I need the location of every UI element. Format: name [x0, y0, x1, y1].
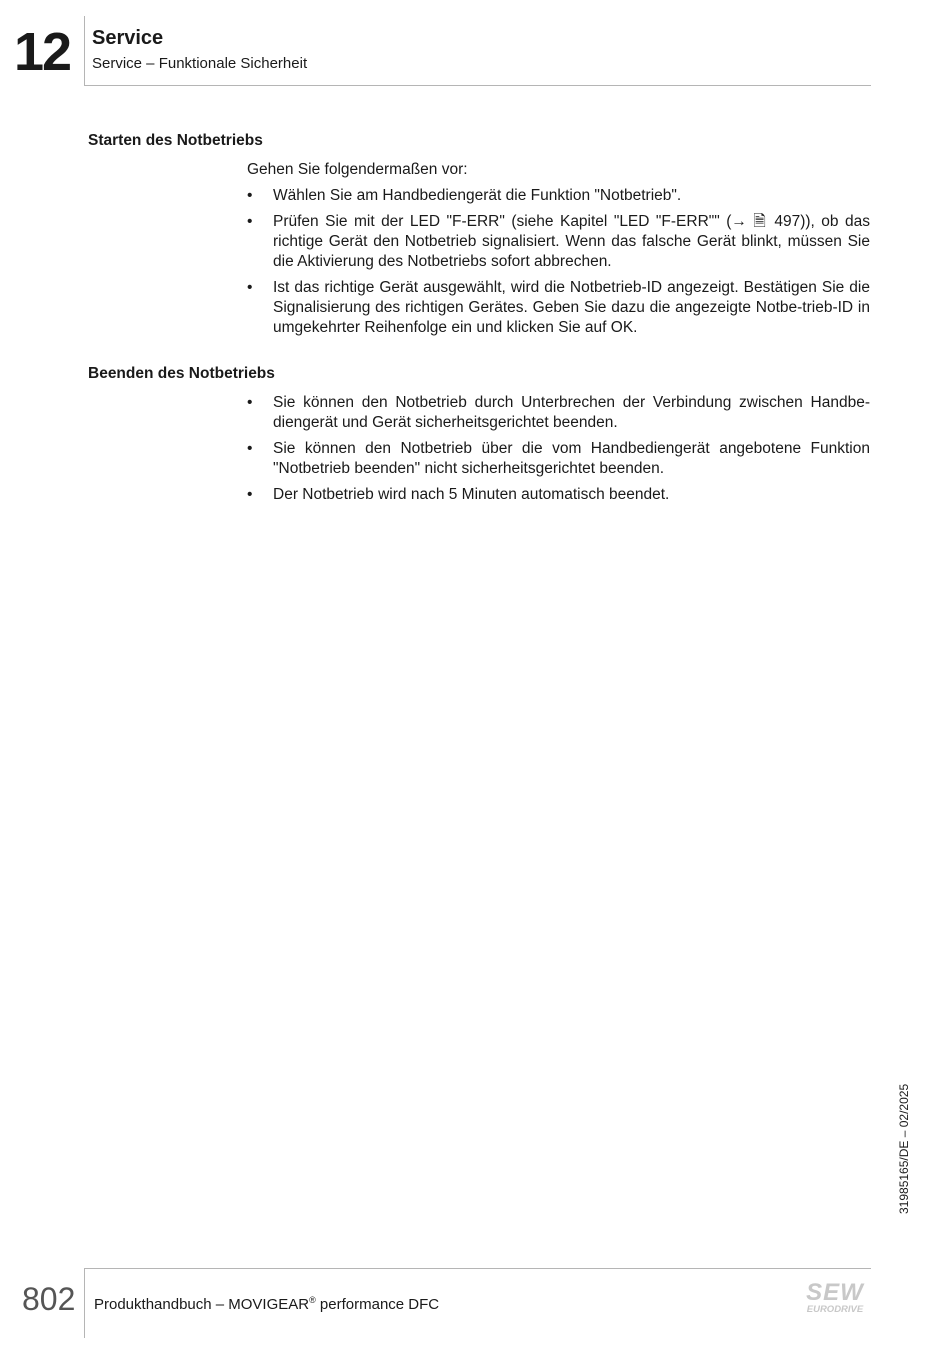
list-item — [247, 485, 870, 505]
list-item — [247, 439, 870, 479]
bullet-marker: • — [247, 213, 253, 230]
document-id-side-text: 31985165/DE – 02/2025 — [897, 1083, 911, 1214]
section-heading-end: Beenden des Notbetriebs — [88, 365, 275, 382]
list-item-text: Prüfen Sie mit der LED "F-ERR" (siehe Kapitel "LED "F-ERR"" (→ 🗎 497)), ob das richtige Gerät den Notbetrieb signalisiert. Wenn das falsche Gerät blinkt, müssen Sie die Aktivierung des Notbetriebs sofort abbrechen. — [273, 213, 870, 270]
list-item-text: Ist das richtige Gerät ausgewählt, wird die Notbetrieb-ID angezeigt. Bestätigen Sie die Signalisierung des richtigen Gerätes. Geben Sie dazu die angezeigte Notbe-trieb-ID in umgekehrter Reihenfolge ein und klicken Sie auf OK. — [273, 279, 870, 336]
section-heading-start: Starten des Notbetriebs — [88, 132, 263, 149]
sew-eurodrive-logo — [799, 1279, 871, 1315]
section-intro: Gehen Sie folgendermaßen vor: — [247, 161, 468, 178]
list-item — [247, 212, 870, 272]
footer-text-before: Produkthandbuch – MOVIGEAR — [94, 1296, 310, 1313]
list-item — [247, 393, 870, 433]
footer-document-title — [94, 1291, 439, 1314]
list-item-text: Wählen Sie am Handbediengerät die Funktion "Notbetrieb". — [273, 187, 682, 204]
footer-vertical-rule — [84, 1268, 85, 1338]
header-vertical-rule — [84, 16, 85, 86]
bullet-marker: • — [247, 486, 253, 503]
chapter-number: 12 — [14, 22, 71, 82]
logo-sub-text: EURODRIVE — [806, 1304, 864, 1315]
page-number: 802 — [22, 1281, 76, 1317]
logo-main-text: SEW — [806, 1279, 864, 1306]
bullet-list-end — [247, 393, 870, 511]
header-subtitle: Service – Funktionale Sicherheit — [92, 55, 308, 72]
list-item — [247, 278, 870, 338]
bullet-marker: • — [247, 440, 253, 457]
bullet-marker: • — [247, 394, 253, 411]
footer-text-after: performance DFC — [315, 1296, 440, 1313]
list-item-text: Sie können den Notbetrieb durch Unterbrechen der Verbindung zwischen Handbe-diengerät und Gerät sicherheitsgerichtet beenden. — [273, 394, 870, 431]
header-horizontal-rule — [84, 85, 871, 86]
list-item-text: Der Notbetrieb wird nach 5 Minuten automatisch beendet. — [273, 486, 670, 503]
header-title: Service — [92, 27, 164, 49]
bullet-marker: • — [247, 279, 253, 296]
bullet-list-start — [247, 186, 870, 344]
list-item-text: Sie können den Notbetrieb über die vom Handbediengerät angebotene Funktion "Notbetrieb beenden" nicht sicherheitsgerichtet beenden. — [273, 440, 870, 477]
list-item — [247, 186, 870, 206]
footer-horizontal-rule — [84, 1268, 871, 1269]
registered-mark: ® — [309, 1295, 316, 1305]
bullet-marker: • — [247, 187, 253, 204]
